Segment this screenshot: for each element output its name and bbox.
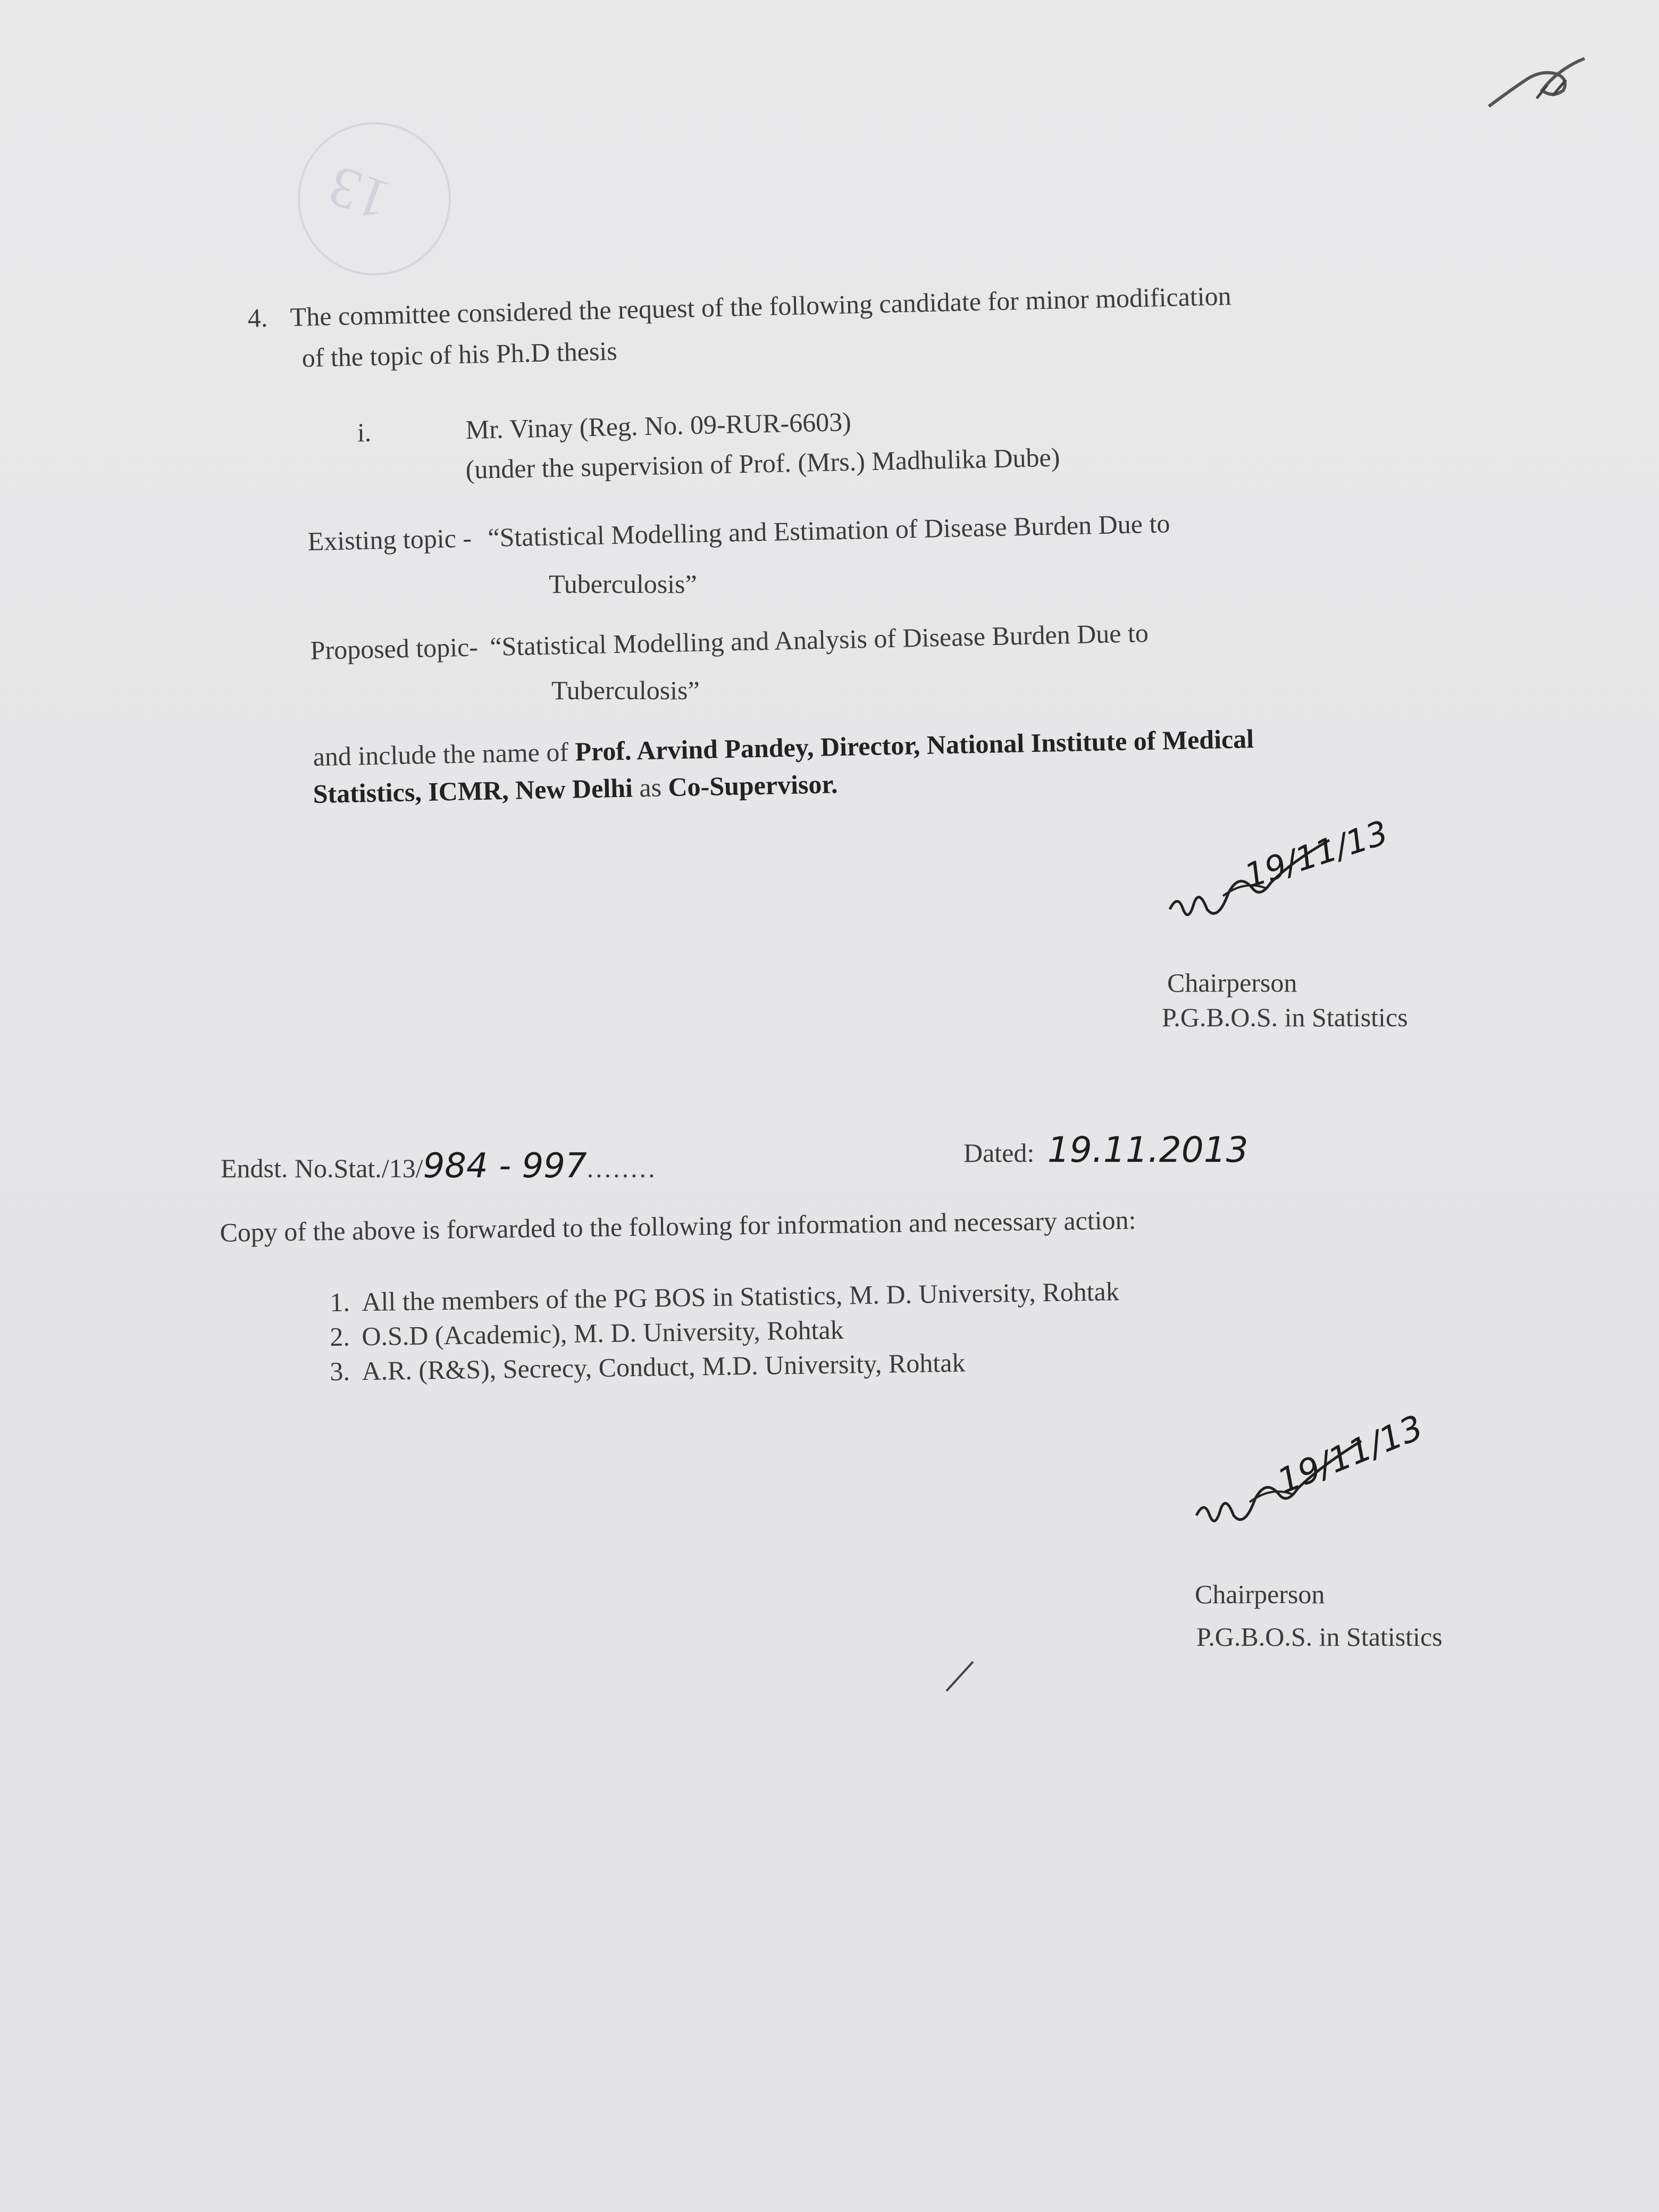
cosupervisor-name: Prof. Arvind Pandey, Director, National Institute of Medical — [574, 724, 1254, 767]
proposed-topic-label: Proposed topic- — [310, 632, 479, 665]
cosupervisor-prefix: and include the name of — [313, 736, 575, 772]
signature-1-date: 19/11/13 — [1239, 812, 1393, 896]
corner-ink-mark — [1478, 48, 1601, 117]
item-number: 4. — [247, 303, 268, 333]
candidate-supervision: (under the supervision of Prof. (Mrs.) Madhulika Dube) — [465, 442, 1060, 484]
endorsement-dots: ........ — [586, 1153, 657, 1183]
item-text-line1: The committee considered the request of the following candidate for minor modification — [290, 281, 1232, 332]
recipient-text: A.R. (R&S), Secrecy, Conduct, M.D. University, Rohtak — [362, 1347, 966, 1386]
signature-1-org: P.G.B.O.S. in Statistics — [1162, 1002, 1408, 1032]
existing-topic — [307, 506, 1170, 559]
proposed-topic-title-line2: Tuberculosis” — [551, 675, 700, 705]
existing-topic-title: “Statistical Modelling and Estimation of Disease Burden Due to — [487, 508, 1170, 552]
forward-line: Copy of the above is forwarded to the following for information and necessary action: — [220, 1204, 1136, 1247]
cosupervisor-as: as — [632, 772, 669, 803]
candidate-name: Mr. Vinay (Reg. No. 09-RUR-6603) — [465, 406, 852, 445]
recipient-item — [330, 1314, 844, 1352]
signature-2-date: 19/11/13 — [1272, 1407, 1429, 1502]
item-text-line2: of the topic of his Ph.D thesis — [301, 336, 618, 373]
recipient-text: O.S.D (Academic), M. D. University, Rohtak — [362, 1314, 844, 1352]
recipient-number: 3. — [330, 1356, 350, 1386]
existing-topic-title-line2: Tuberculosis” — [549, 569, 697, 599]
cosupervisor-role: Co-Supervisor. — [667, 769, 839, 802]
endorsement-dated — [963, 1126, 1249, 1174]
agenda-item-4 — [247, 278, 1231, 336]
page-stamp-number: 13 — [320, 153, 398, 234]
recipient-item — [330, 1347, 966, 1387]
signature-2-title: Chairperson — [1195, 1579, 1325, 1609]
stray-pen-mark — [941, 1654, 984, 1696]
cosupervisor-institute: Statistics, ICMR, New Delhi — [313, 773, 633, 809]
endorsement-number-line — [221, 1143, 657, 1189]
existing-topic-label: Existing topic - — [307, 523, 472, 556]
dated-handwritten-value: 19.11.2013 — [1047, 1129, 1249, 1170]
signature-2-org: P.G.B.O.S. in Statistics — [1196, 1622, 1443, 1652]
proposed-topic — [310, 615, 1149, 668]
recipient-number: 2. — [330, 1321, 350, 1352]
endorsement-prefix: Endst. No.Stat./13/ — [221, 1153, 423, 1183]
candidate-index: i. — [357, 417, 372, 447]
endorsement-handwritten-number: 984 - 997 — [423, 1146, 587, 1186]
recipient-text: All the members of the PG BOS in Statistics, M. D. University, Rohtak — [362, 1276, 1120, 1317]
recipient-number: 1. — [330, 1287, 350, 1317]
recipient-item — [330, 1276, 1119, 1318]
proposed-topic-title: “Statistical Modelling and Analysis of Disease Burden Due to — [489, 617, 1149, 661]
signature-1-title: Chairperson — [1167, 968, 1297, 998]
dated-label: Dated: — [963, 1138, 1035, 1168]
